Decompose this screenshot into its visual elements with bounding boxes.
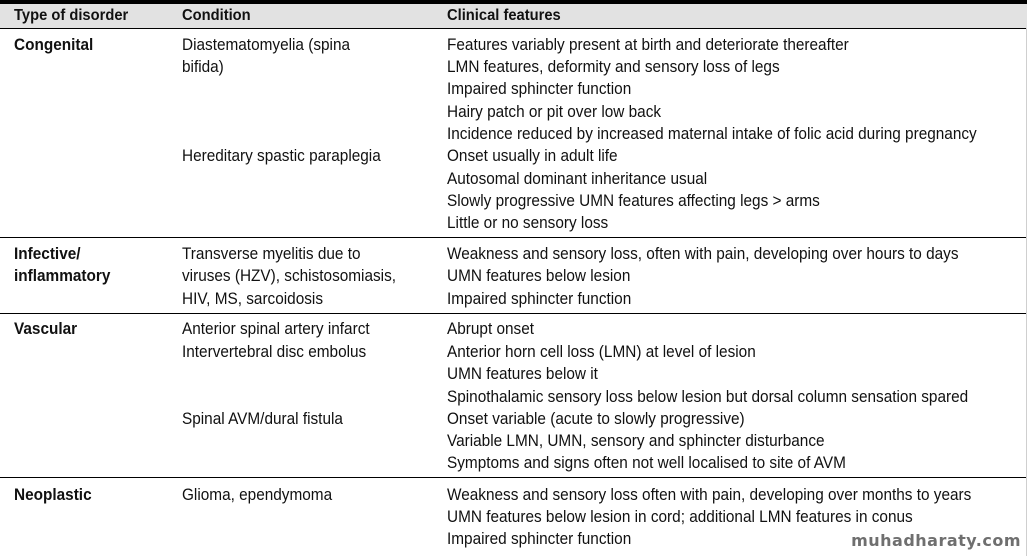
feature-text: Incidence reduced by increased maternal intake of folic acid during pregnancy xyxy=(447,125,977,143)
feature-text: Little or no sensory loss xyxy=(447,214,609,232)
row-divider xyxy=(0,477,1027,478)
feature-text: Impaired sphincter function xyxy=(447,530,632,548)
condition-text: bifida) xyxy=(182,58,224,76)
feature-text: Abrupt onset xyxy=(447,320,535,338)
type-label: inflammatory xyxy=(14,267,111,285)
feature-text: UMN features below it xyxy=(447,365,598,383)
feature-text: Impaired sphincter function xyxy=(447,290,632,308)
type-label: Infective/ xyxy=(14,245,81,263)
feature-text: Spinothalamic sensory loss below lesion but dorsal column sensation spared xyxy=(447,388,969,406)
feature-text: UMN features below lesion in cord; additional LMN features in conus xyxy=(447,508,913,526)
feature-text: Onset usually in adult life xyxy=(447,147,618,165)
feature-text: Symptoms and signs often not well localised to site of AVM xyxy=(447,454,846,472)
feature-text: Anterior horn cell loss (LMN) at level of lesion xyxy=(447,343,756,361)
condition-text: Intervertebral disc embolus xyxy=(182,343,367,361)
feature-text: Weakness and sensory loss often with pain, developing over months to years xyxy=(447,486,972,504)
header-clinical-features: Clinical features xyxy=(447,7,561,24)
feature-text: UMN features below lesion xyxy=(447,267,631,285)
feature-text: Slowly progressive UMN features affecting legs > arms xyxy=(447,192,820,210)
condition-text: Glioma, ependymoma xyxy=(182,486,333,504)
feature-text: Variable LMN, UMN, sensory and sphincter disturbance xyxy=(447,432,825,450)
condition-text: Spinal AVM/dural fistula xyxy=(182,410,343,428)
condition-text: HIV, MS, sarcoidosis xyxy=(182,290,324,308)
watermark: muhadharaty.com xyxy=(851,531,1021,550)
feature-text: Onset variable (acute to slowly progressive) xyxy=(447,410,745,428)
header-condition: Condition xyxy=(182,7,251,24)
condition-text: Anterior spinal artery infarct xyxy=(182,320,370,338)
feature-text: Autosomal dominant inheritance usual xyxy=(447,170,708,188)
table-header xyxy=(0,4,1027,29)
type-label: Congenital xyxy=(14,36,94,54)
feature-text: Impaired sphincter function xyxy=(447,80,632,98)
feature-text: Hairy patch or pit over low back xyxy=(447,103,662,121)
condition-text: Hereditary spastic paraplegia xyxy=(182,147,381,165)
condition-text: viruses (HZV), schistosomiasis, xyxy=(182,267,397,285)
feature-text: LMN features, deformity and sensory loss of legs xyxy=(447,58,780,76)
type-label: Neoplastic xyxy=(14,486,92,504)
condition-text: Diastematomyelia (spina xyxy=(182,36,351,54)
type-label: Vascular xyxy=(14,320,78,338)
feature-text: Weakness and sensory loss, often with pain, developing over hours to days xyxy=(447,245,959,263)
condition-text: Transverse myelitis due to xyxy=(182,245,361,263)
feature-text: Features variably present at birth and deteriorate thereafter xyxy=(447,36,849,54)
header-type: Type of disorder xyxy=(14,7,129,24)
row-divider xyxy=(0,313,1027,314)
row-divider xyxy=(0,237,1027,238)
